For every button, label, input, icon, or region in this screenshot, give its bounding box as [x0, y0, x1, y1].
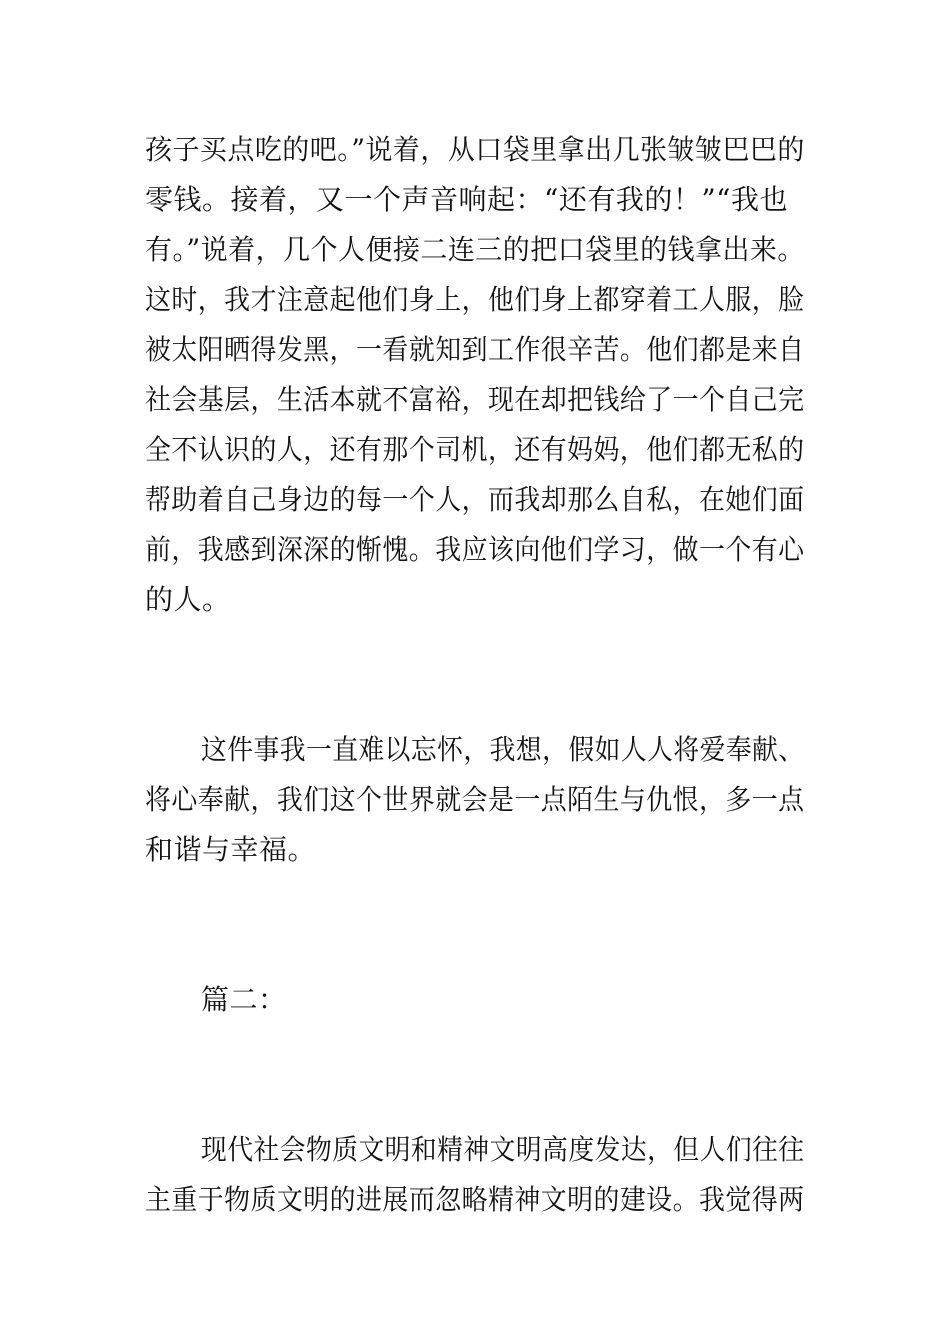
text-line: 帮助着自己身边的每一个人，而我却那么自私，在她们面: [145, 483, 805, 516]
text-line: 这时，我才注意起他们身上，他们身上都穿着工人服，脸: [145, 283, 805, 316]
text-line: 孩子买点吃的吧。”说着，从口袋里拿出几张皱皱巴巴的: [145, 133, 805, 166]
text-line: 社会基层，生活本就不富裕，现在却把钱给了一个自己完: [145, 383, 805, 416]
text-line: 现代社会物质文明和精神文明高度发达，但人们往往: [201, 1133, 805, 1166]
section-heading: 篇二：: [201, 983, 287, 1016]
text-line: 被太阳晒得发黑，一看就知到工作很辛苦。他们都是来自: [145, 333, 805, 366]
text-line: 零钱。接着，又一个声音响起：“还有我的！”“我也: [145, 183, 788, 216]
text-line: 有。”说着，几个人便接二连三的把口袋里的钱拿出来。: [145, 233, 805, 266]
text-line: 前，我感到深深的惭愧。我应该向他们学习，做一个有心: [145, 533, 805, 566]
text-line: 主重于物质文明的进展而忽略精神文明的建设。我觉得两: [145, 1183, 805, 1216]
text-line: 这件事我一直难以忘怀，我想，假如人人将爱奉献、: [201, 733, 805, 766]
text-line: 的人。: [145, 583, 231, 616]
text-line: 全不认识的人，还有那个司机，还有妈妈，他们都无私的: [145, 433, 805, 466]
text-line: 将心奉献，我们这个世界就会是一点陌生与仇恨，多一点: [145, 783, 805, 816]
text-line: 和谐与幸福。: [145, 833, 317, 866]
